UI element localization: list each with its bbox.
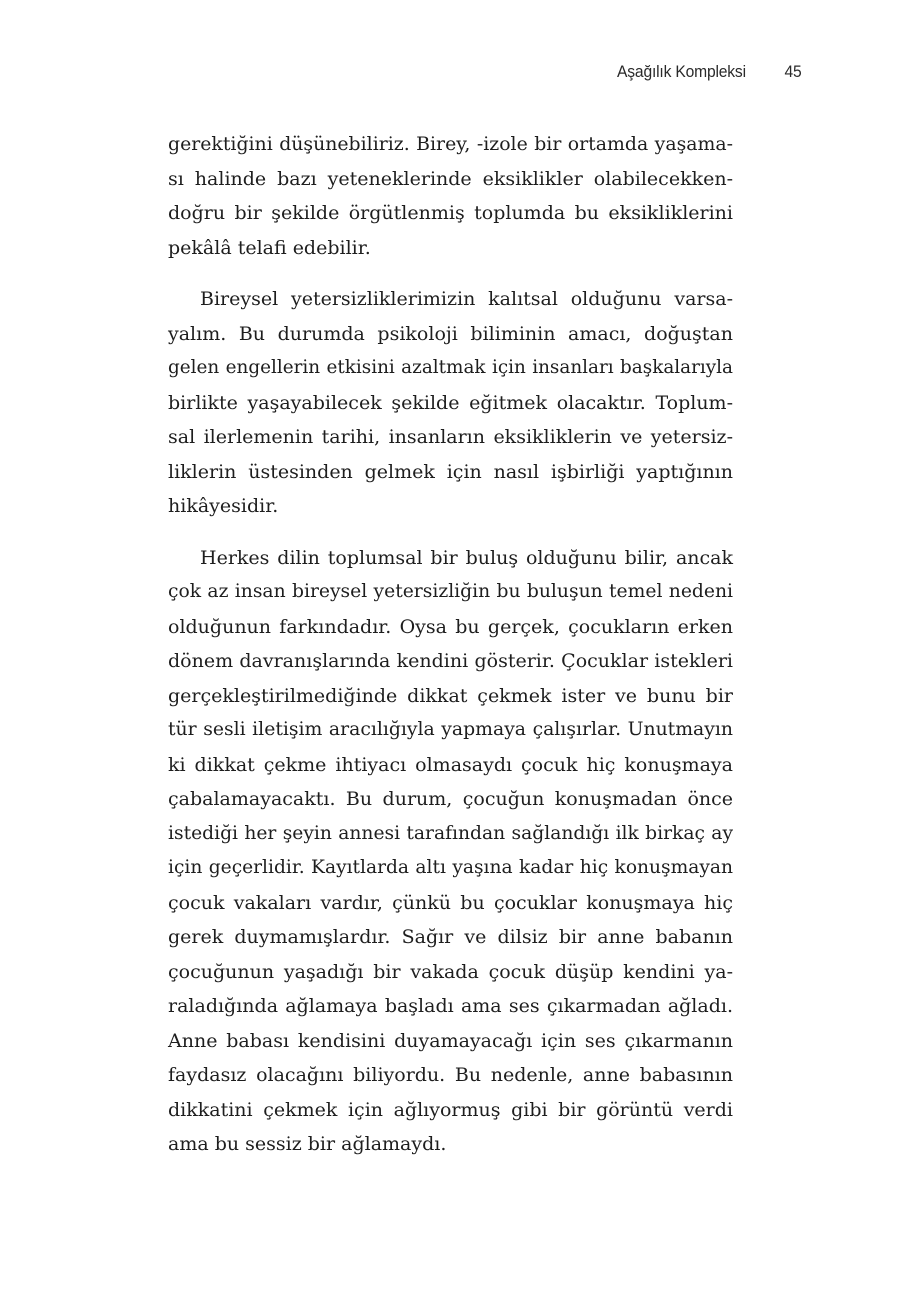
text-line: sal ilerlemenin tarihi, insanların eksikliklerin ve yetersiz-: [168, 426, 733, 448]
text-line: çabalamayacaktı. Bu durum, çocuğun konuşmadan önce: [168, 788, 733, 810]
text-line: birlikte yaşayabilecek şekilde eğitmek olacaktır. Toplum-: [168, 391, 733, 414]
paragraph-3: [168, 541, 733, 1162]
paragraph-1: [168, 127, 733, 265]
body-text: [168, 127, 733, 1179]
text-line: ama bu sessiz bir ağlamaydı.: [168, 1133, 447, 1155]
text-line: çocuğunun yaşadığı bir vakada çocuk düşüp kendini ya-: [168, 960, 733, 983]
text-line: pekâlâ telafi edebilir.: [168, 236, 371, 259]
text-line: raladığında ağlamaya başladı ama ses çıkarmadan ağladı.: [168, 995, 733, 1017]
text-line: dönem davranışlarında kendini gösterir. Çocuklar istekleri: [168, 650, 733, 672]
text-line: çocuk vakaları vardır, çünkü bu çocuklar konuşmaya hiç: [168, 891, 733, 914]
text-line: sı halinde bazı yeteneklerinde eksiklikler olabilecekken-: [168, 167, 733, 190]
text-line: gerçekleştirilmediğinde dikkat çekmek ister ve bunu bir: [168, 684, 733, 707]
text-line: istediği her şeyin annesi tarafından sağlandığı ilk birkaç ay: [168, 822, 733, 844]
text-line: gelen engellerin etkisini azaltmak için insanları başkalarıyla: [168, 357, 733, 378]
chapter-title: Aşağılık Kompleksi: [617, 62, 747, 81]
text-line: için geçerlidir. Kayıtlarda altı yaşına kadar hiç konuşmayan: [168, 857, 733, 878]
text-line: gerektiğini düşünebiliriz. Birey, -izole bir ortamda yaşama-: [168, 133, 733, 155]
text-line: Anne babası kendisini duyamayacağı için ses çıkarmanın: [168, 1029, 733, 1052]
text-line: Bireysel yetersizliklerimizin kalıtsal olduğunu varsa-: [200, 288, 733, 310]
text-line: faydasız olacağını biliyordu. Bu nedenle, anne babasının: [168, 1064, 733, 1086]
text-line: doğru bir şekilde örgütlenmiş toplumda bu eksikliklerini: [168, 202, 733, 224]
paragraph-2: [168, 282, 733, 524]
text-line: çok az insan bireysel yetersizliğin bu buluşun temel nedeni: [168, 581, 733, 602]
text-line: hikâyesidir.: [168, 495, 279, 517]
running-head: [618, 62, 802, 82]
text-line: yalım. Bu durumda psikoloji biliminin amacı, doğuştan: [168, 322, 733, 345]
text-line: gerek duymamışlardır. Sağır ve dilsiz bir anne babanın: [168, 926, 733, 948]
page-number: 45: [784, 62, 802, 81]
text-line: ki dikkat çekme ihtiyacı olmasaydı çocuk hiç konuşmaya: [168, 753, 733, 776]
text-line: olduğunun farkındadır. Oysa bu gerçek, çocukların erken: [168, 615, 733, 638]
text-line: dikkatini çekmek için ağlıyormuş gibi bir görüntü verdi: [168, 1098, 733, 1121]
text-line: liklerin üstesinden gelmek için nasıl işbirliği yaptığının: [168, 460, 733, 483]
text-line: Herkes dilin toplumsal bir buluş olduğunu bilir, ancak: [200, 546, 733, 569]
text-line: tür sesli iletişim aracılığıyla yapmaya çalışırlar. Unutmayın: [168, 719, 733, 740]
